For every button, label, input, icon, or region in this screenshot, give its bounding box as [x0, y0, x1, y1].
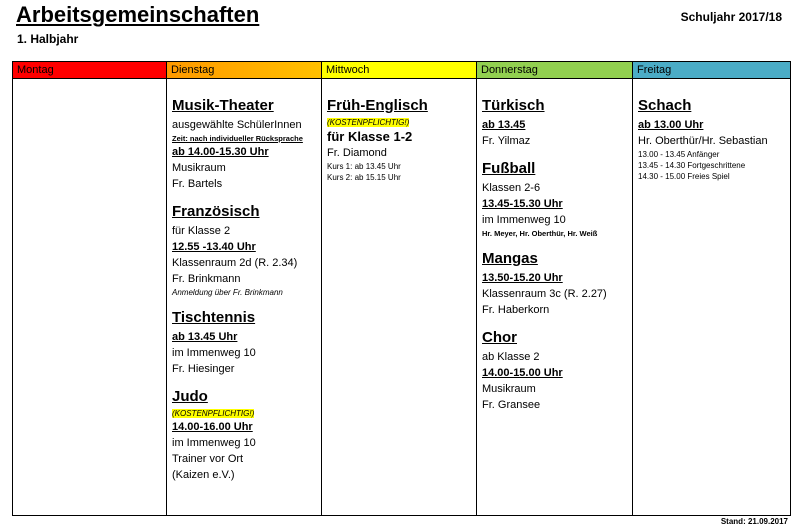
ag-detail — [327, 117, 472, 128]
ag-detail: ab Klasse 2 — [482, 351, 540, 363]
day-body-freitag — [633, 79, 790, 182]
ag-detail: ausgewählte SchülerInnen — [172, 119, 302, 131]
ag-detail: Fr. Brinkmann — [172, 273, 241, 285]
ag-detail: Musikraum — [482, 383, 536, 395]
ag-detail: 12.55 -13.40 Uhr — [172, 241, 256, 253]
ag-title: Tischtennis — [172, 309, 256, 326]
day-column-freitag — [633, 62, 790, 515]
ag-detail: Trainer vor Ort — [172, 453, 244, 465]
ag-detail: Klassenraum 2d (R. 2.34) — [172, 257, 298, 269]
ag-detail: Fr. Yilmaz — [482, 135, 531, 147]
ag-detail: Fr. Haberkorn — [482, 304, 550, 316]
ag-detail: Zeit: nach individueller Rücksprache — [172, 134, 303, 143]
day-column-donnerstag — [477, 62, 633, 515]
ag-title: Schach — [638, 97, 692, 114]
ag-detail: Fr. Bartels — [172, 178, 223, 190]
day-body-mittwoch — [322, 79, 476, 183]
ag-title: Judo — [172, 388, 208, 405]
school-year-label: Schuljahr 2017/18 — [680, 10, 782, 24]
ag-title: Chor — [482, 329, 517, 346]
semester-label: 1. Halbjahr — [17, 32, 79, 46]
ag-detail: Musikraum — [172, 162, 226, 174]
ag-detail: im Immenweg 10 — [172, 437, 256, 449]
ag-detail: im Immenweg 10 — [482, 214, 566, 226]
ag-detail: Hr. Oberthür/Hr. Sebastian — [638, 135, 768, 147]
ag-title: Mangas — [482, 250, 538, 267]
ag-title: Musik-Theater — [172, 97, 274, 114]
ag-entry — [482, 328, 628, 413]
day-header-mittwoch: Mittwoch — [322, 62, 476, 79]
stand-date: Stand: 21.09.2017 — [720, 517, 788, 526]
ag-title: Türkisch — [482, 97, 545, 114]
ag-detail: Fr. Gransee — [482, 399, 541, 411]
ag-detail: 14.30 - 15.00 Freies Spiel — [638, 172, 730, 181]
ag-entry — [482, 249, 628, 318]
ag-entry — [482, 159, 628, 239]
ag-detail: 13.45 - 14.30 Fortgeschrittene — [638, 161, 746, 170]
ag-detail: 13.45-15.30 Uhr — [482, 198, 563, 210]
ag-entry — [172, 202, 317, 298]
ag-detail: 14.00-16.00 Uhr — [172, 421, 253, 433]
ag-entry — [172, 96, 317, 192]
day-header-donnerstag: Donnerstag — [477, 62, 632, 79]
ag-detail: ab 13.00 Uhr — [638, 119, 704, 131]
ag-detail: Anmeldung über Fr. Brinkmann — [172, 288, 283, 297]
ag-entry — [327, 96, 472, 183]
day-body-dienstag — [167, 79, 321, 483]
ag-detail: ab 13.45 — [482, 119, 526, 131]
ag-detail: Fr. Hiesinger — [172, 363, 235, 375]
ag-detail: (Kaizen e.V.) — [172, 469, 235, 481]
ag-detail: Hr. Meyer, Hr. Oberthür, Hr. Weiß — [482, 229, 598, 238]
ag-title: Fußball — [482, 160, 536, 177]
ag-detail: für Klasse 1-2 — [327, 129, 413, 144]
page-title: Arbeitsgemeinschaften — [16, 2, 260, 27]
ag-detail: ab 13.45 Uhr — [172, 331, 238, 343]
day-column-montag — [13, 62, 167, 515]
ag-entry — [172, 387, 317, 483]
ag-detail: Klassenraum 3c (R. 2.27) — [482, 288, 607, 300]
ag-detail: 14.00-15.00 Uhr — [482, 367, 563, 379]
ag-title: Früh-Englisch — [327, 97, 428, 114]
day-body-montag — [13, 79, 166, 96]
ag-entry — [638, 96, 786, 182]
ag-detail: ab 14.00-15.30 Uhr — [172, 146, 269, 158]
day-header-montag: Montag — [13, 62, 166, 79]
ag-detail: für Klasse 2 — [172, 225, 231, 237]
highlight-marker: (KOSTENPFLICHTIG!) — [172, 409, 255, 418]
ag-detail: im Immenweg 10 — [172, 347, 256, 359]
ag-detail: Kurs 1: ab 13.45 Uhr — [327, 162, 401, 171]
day-column-dienstag — [167, 62, 322, 515]
ag-detail: Klassen 2-6 — [482, 182, 541, 194]
day-header-dienstag: Dienstag — [167, 62, 321, 79]
schedule-table — [12, 61, 791, 516]
day-column-mittwoch — [322, 62, 477, 515]
highlight-marker: (KOSTENPFLICHTIG!) — [327, 118, 410, 127]
ag-detail: 13.50-15.20 Uhr — [482, 272, 563, 284]
ag-entry — [172, 308, 317, 377]
ag-title: Französisch — [172, 203, 260, 220]
ag-detail: 13.00 - 13.45 Anfänger — [638, 150, 720, 159]
day-header-freitag: Freitag — [633, 62, 790, 79]
ag-entry — [482, 96, 628, 149]
day-body-donnerstag — [477, 79, 632, 413]
ag-detail — [172, 408, 317, 419]
ag-detail: Kurs 2: ab 15.15 Uhr — [327, 173, 401, 182]
ag-detail: Fr. Diamond — [327, 147, 387, 159]
